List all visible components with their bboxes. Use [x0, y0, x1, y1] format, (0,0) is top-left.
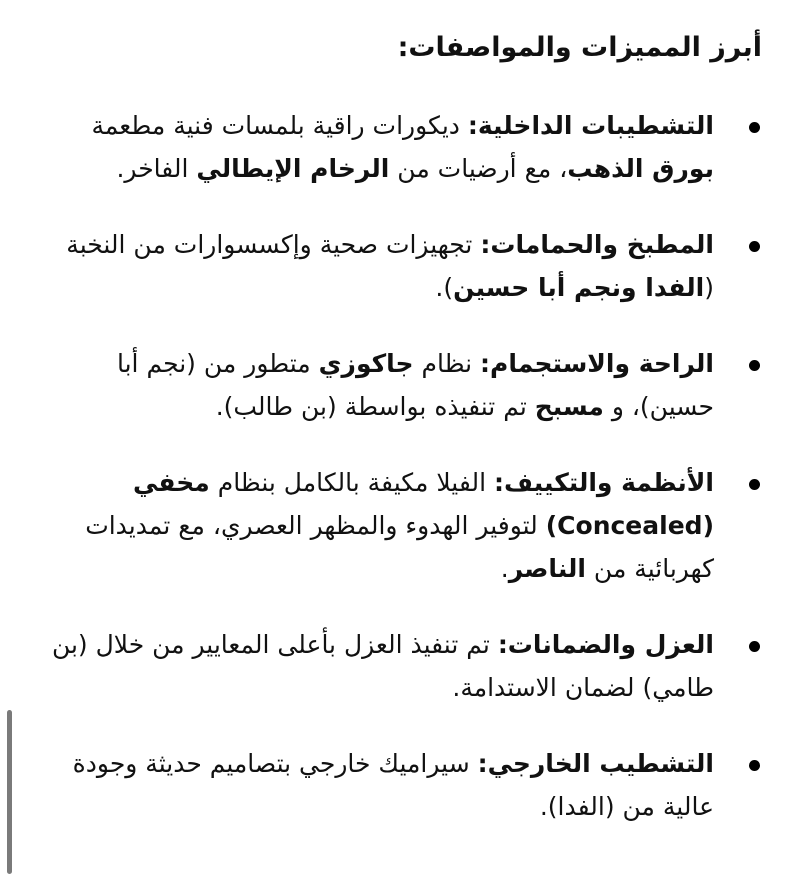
bullet-icon	[749, 641, 760, 652]
feature-highlight: الفدا ونجم أبا حسين	[453, 273, 705, 302]
feature-highlight: مخفي (Concealed)	[132, 468, 714, 540]
section-heading: أبرز المميزات والمواصفات:	[397, 32, 762, 63]
feature-label: الأنظمة والتكييف:	[494, 468, 714, 497]
feature-label: التشطيب الخارجي:	[477, 749, 714, 778]
feature-label: الراحة والاستجمام:	[480, 349, 714, 378]
scroll-indicator[interactable]	[7, 710, 12, 874]
feature-label: التشطيبات الداخلية:	[467, 111, 714, 140]
bullet-icon	[749, 241, 760, 252]
feature-text: .	[500, 554, 509, 583]
feature-text: تم تنفيذه بواسطة (بن طالب).	[215, 392, 535, 421]
feature-text: ديكورات راقية بلمسات فنية مطعمة	[91, 111, 468, 140]
list-item	[40, 742, 762, 828]
bullet-icon	[749, 360, 760, 371]
bullet-icon	[749, 479, 760, 490]
feature-text: متطور من (نجم أبا حسين)، و	[116, 349, 714, 421]
feature-highlight: بورق الذهب	[567, 154, 714, 183]
feature-text: سيراميك خارجي بتصاميم حديثة وجودة عالية من (الفدا).	[72, 749, 714, 821]
feature-text: ، مع أرضيات من	[389, 154, 568, 183]
feature-highlight: الناصر	[508, 554, 586, 583]
list-item	[40, 623, 762, 709]
feature-highlight: مسبح	[534, 392, 604, 421]
bullet-icon	[749, 760, 760, 771]
feature-text: ).	[435, 273, 454, 302]
bullet-icon	[749, 122, 760, 133]
feature-highlight: جاكوزي	[318, 349, 414, 378]
list-item	[40, 104, 762, 190]
feature-label: العزل والضمانات:	[497, 630, 714, 659]
feature-text: لتوفير الهدوء والمظهر العصري، مع تمديدات كهربائية من	[85, 511, 714, 583]
list-item	[40, 223, 762, 309]
feature-text: الفاخر.	[116, 154, 197, 183]
feature-text: تجهيزات صحية وإكسسوارات من النخبة (	[66, 230, 714, 302]
feature-label: المطبخ والحمامات:	[480, 230, 714, 259]
feature-text: نظام	[413, 349, 481, 378]
feature-text: تم تنفيذ العزل بأعلى المعايير من خلال (بن طامي) لضمان الاستدامة.	[51, 630, 714, 702]
feature-text: الفيلا مكيفة بالكامل بنظام	[209, 468, 495, 497]
feature-highlight: الرخام الإيطالي	[196, 154, 390, 183]
features-list	[40, 104, 762, 828]
list-item	[40, 342, 762, 428]
list-item	[40, 461, 762, 590]
